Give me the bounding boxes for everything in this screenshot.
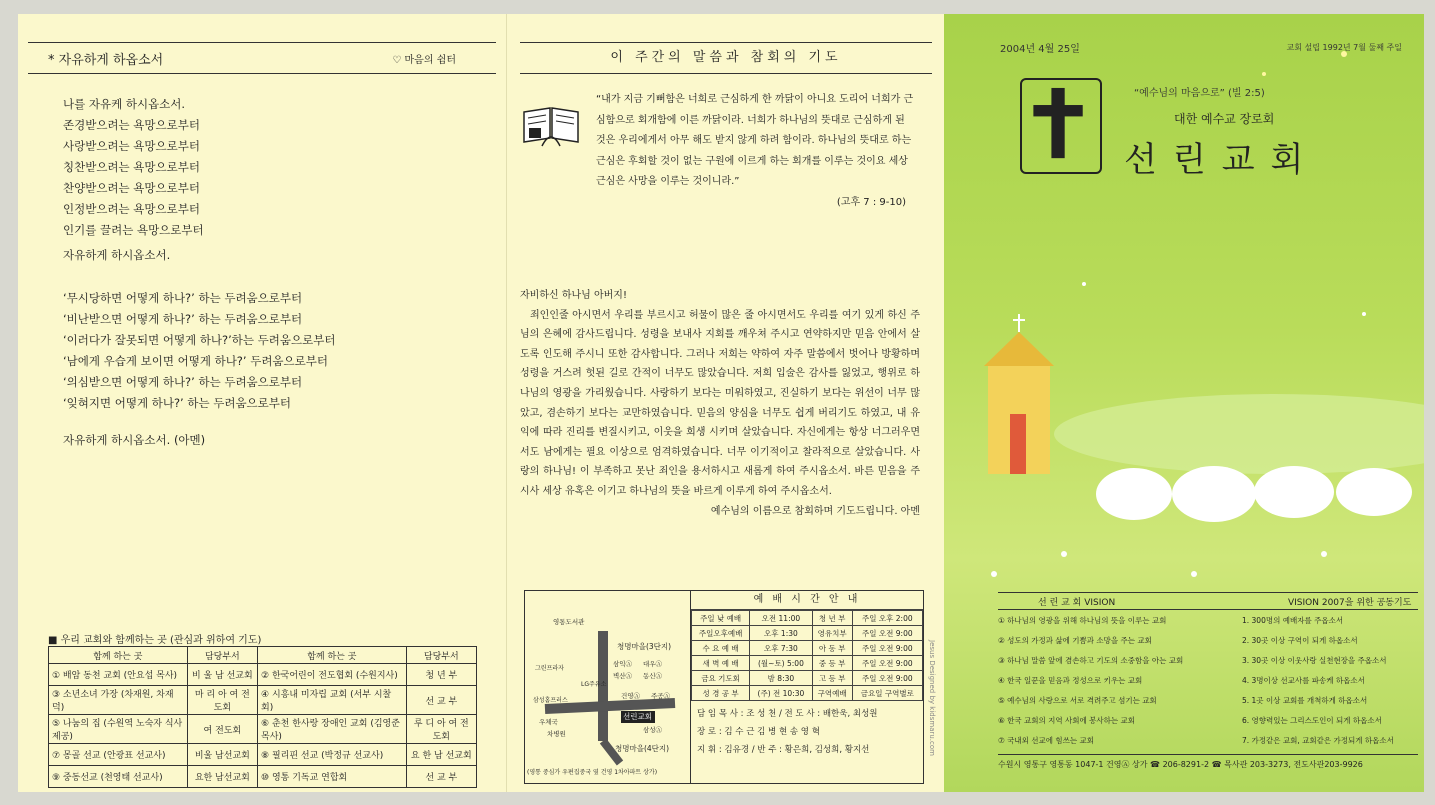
list-item <box>998 630 1418 650</box>
vision-box <box>998 592 1418 782</box>
table-cell: ④ 시흥내 미자립 교회 (서부 시찰회) <box>258 686 407 715</box>
prayer-text: 죄인인줄 아시면서 우리를 부르시고 허물이 많은 줄 아시면서도 우리를 여기 있게 하신 주님의 은혜에 감사드립니다. 성령을 보내사 지회를 깨우쳐 주시고 연약하지만 믿음 안에서 살도록 인도해 주시니 또한 감사합니다. 그러나 저희는 약하여 자주 말씀에서 벗어나 방황하며 성령을 거스려 헛된 길로 간적이 너무도 많았습니다. 저희 입술은 감사를 잃었고, 행위로 하나님의 영광을 가리웠습니다. 사랑하기 보다는 미워하였고, 진실하기 보다는 위선이 너무 많았고, 겸손하기 보다는 교만하였습니다. 믿음의 양심을 너무도 쉽게 버리기도 하였고, 내 유익에 따라 진리를 변질시키고, 이웃을 희생 시키며 살았습니다. 자신에게는 항상 너그러우면서도 남에게는 필요 이상으로 엄격하였습니다. 너무 이기적이고 찰라적으로 살았습니다. 사랑의 하나님! 이 부족하고 못난 죄인을 용서하시고 새롭게 하여 주시옵소서. 바른 믿음을 주시사 세상 유혹은 이기고 하나님의 뜻을 바르게 이루게 하여 주시옵소서. <box>520 309 920 497</box>
prayer-item: 1. 300명의 예배자를 주옵소서 <box>1242 615 1344 625</box>
table-cell: 주일 오전 9:00 <box>852 656 922 671</box>
vision-item: ⑤ 예수님의 사랑으로 서로 격려주고 섬기는 교회 <box>998 695 1157 705</box>
vision2007-title: VISION 2007을 위한 공동기도 <box>1288 597 1412 608</box>
worship-schedule <box>691 591 923 763</box>
map-label: 건영Ⓐ <box>621 692 641 700</box>
poem-line: 인정받으려는 욕망으로부터 <box>63 202 200 216</box>
staff-line: 장 로 : 김 수 근 김 병 현 송 영 혁 <box>697 727 820 737</box>
schedule-table <box>691 610 923 701</box>
design-credit: Jesus Designed by kidsmaru.com <box>928 640 936 756</box>
schedule-title: 예 배 시 간 안 내 <box>691 591 923 610</box>
left-header <box>28 42 496 74</box>
table-cell: 영유치부 <box>812 626 852 641</box>
middle-panel <box>506 14 944 792</box>
poem-line: 존경받으려는 욕망으로부터 <box>63 118 200 132</box>
cross-icon <box>1022 80 1096 168</box>
table-row <box>692 641 923 656</box>
table-cell: 성 경 공 부 <box>692 686 750 701</box>
table-cell: 요한 남선교회 <box>187 766 257 788</box>
table-cell: 청 년 부 <box>406 664 476 686</box>
table-cell: ⑨ 중동선교 (천영태 선교사) <box>49 766 188 788</box>
list-item <box>998 610 1418 630</box>
theme-verse: “예수님의 마음으로” (빌 2:5) <box>1134 88 1265 99</box>
table-cell: 오전 11:00 <box>750 611 812 626</box>
map-schedule-box <box>524 590 924 784</box>
table-cell: (월~토) 5:00 <box>750 656 812 671</box>
table-cell: 금요일 구역별로 <box>852 686 922 701</box>
table-cell: 고 등 부 <box>812 671 852 686</box>
staff-line: 담 임 목 사 : 조 성 천 / 전 도 사 : 배한욱, 최성원 <box>697 709 878 719</box>
table-cell: 중 등 부 <box>812 656 852 671</box>
poem-line: 찬양받으려는 욕망으로부터 <box>63 181 200 195</box>
staff-list <box>691 701 923 763</box>
vision-item: ④ 한국 일꾼을 믿음과 정성으로 키우는 교회 <box>998 675 1143 685</box>
church-name: 선린교회 <box>1124 140 1320 180</box>
list-item <box>998 670 1418 690</box>
table-cell: 요 한 남 선교회 <box>406 744 476 766</box>
ministry-table <box>48 646 477 788</box>
prayer-title: 자비하신 하나님 아버지! <box>520 290 627 301</box>
table-cell: ③ 소년소녀 가장 (차재원, 차재덕) <box>49 686 188 715</box>
table-header: 함께 하는 곳 <box>49 647 188 664</box>
scripture-text: “내가 지금 기뻐함은 너희로 근심하게 한 까닭이 아니요 도리어 너희가 근심함으로 회개함에 이른 까닭이라. 너희가 하나님의 뜻대로 근심하게 된 것은 우리에게서 아무 해도 받지 않게 하려 함이라. 하나님의 뜻대로 하는 근심은 후회할 것이 없는 구원에 이르게 하는 회개를 이루는 것이요 세상 근심은 사망을 이루는 것이니라.” <box>596 94 914 187</box>
table-cell: 밤 8:30 <box>750 671 812 686</box>
table-cell: 주일 오전 9:00 <box>852 641 922 656</box>
table-cell: ⑦ 몽골 선교 (안광표 선교사) <box>49 744 188 766</box>
vision-item: ③ 하나님 말씀 앞에 겸손하고 기도의 소중함을 아는 교회 <box>998 655 1184 665</box>
map-label: 삼성Ⓐ <box>643 726 663 734</box>
table-cell: 루 디 아 여 전도회 <box>406 715 476 744</box>
road-map-icon <box>525 591 690 783</box>
table-cell: ⑥ 춘천 한사랑 장애인 교회 (김영준 목사) <box>258 715 407 744</box>
map-label: 대우Ⓐ <box>643 660 663 668</box>
table-cell: ⑧ 필리핀 선교 (박정규 선교사) <box>258 744 407 766</box>
prayer-closing: 예수님의 이름으로 참회하며 기도드립니다. 아멘 <box>710 505 920 517</box>
poem-line: 칭찬받으려는 욕망으로부터 <box>63 160 200 174</box>
map-label: 주공Ⓐ <box>651 692 671 700</box>
table-cell: ① 배암 동천 교회 (안요섭 목사) <box>49 664 188 686</box>
vision-item: ⑥ 한국 교회의 지역 사회에 봉사하는 교회 <box>998 715 1135 725</box>
vision-title: 선 린 교 회 VISION <box>1038 597 1116 608</box>
table-cell: 새 벽 예 배 <box>692 656 750 671</box>
table-cell: ⑩ 영통 기독교 연합회 <box>258 766 407 788</box>
table-row <box>692 626 923 641</box>
poem-title: * 자유하게 하옵소서 <box>48 52 164 68</box>
prayer-item: 2. 30곳 이상 구역이 되게 하옵소서 <box>1242 635 1358 645</box>
vision-header <box>998 592 1418 610</box>
table-cell: 비울 남선교회 <box>187 744 257 766</box>
table-cell: 주일 오전 9:00 <box>852 671 922 686</box>
church-location-label: 선린교회 <box>623 712 652 721</box>
vision-item: ⑦ 국내외 선교에 힘쓰는 교회 <box>998 735 1094 745</box>
poem-line: 인기를 끌려는 욕망으로부터 <box>63 223 204 237</box>
bulletin-date: 2004년 4월 25일 <box>1000 44 1080 55</box>
map-caption: (영통 중심가 우편집중국 옆 건영 1차아파트 상가) <box>527 769 658 776</box>
table-cell: 주일 오후 2:00 <box>852 611 922 626</box>
table-header: 담당부서 <box>406 647 476 664</box>
table-cell: 수 요 예 배 <box>692 641 750 656</box>
map-label: 벽산Ⓐ <box>613 672 633 680</box>
table-row <box>692 686 923 701</box>
prayer-item: 6. 영향력있는 그리스도인이 되게 하옵소서 <box>1242 715 1382 725</box>
table-row <box>49 686 477 715</box>
table-cell: 선 교 부 <box>406 766 476 788</box>
table-cell: 청 년 부 <box>812 611 852 626</box>
poem-line: ‘이러다가 잘못되면 어떻게 하나?’하는 두려움으로부터 <box>63 333 336 347</box>
map-label: 차병원 <box>547 730 566 738</box>
map-label: 영통도서관 <box>553 618 585 626</box>
prayer-item: 7. 가정같은 교회, 교회같은 가정되게 하옵소서 <box>1242 735 1394 745</box>
map-label: 우체국 <box>539 718 558 726</box>
location-map <box>525 591 691 783</box>
prayer-item: 4. 3명이상 선교사를 파송케 하옵소서 <box>1242 675 1365 685</box>
table-cell: 여 전도회 <box>187 715 257 744</box>
list-item <box>998 690 1418 710</box>
poem-line: ‘비난받으면 어떻게 하나?’ 하는 두려움으로부터 <box>63 312 303 326</box>
map-label: 동신Ⓐ <box>643 672 663 680</box>
page-fold <box>506 14 507 792</box>
cover-panel <box>944 14 1424 792</box>
table-row <box>692 656 923 671</box>
church-address: 수원시 영통구 영통동 1047-1 건영Ⓐ 상가 ☎ 206-8291-2 ☎ 목사관 203-3273, 전도사관203-9926 <box>998 754 1418 770</box>
map-label: 청명마을(4단지) <box>615 744 670 753</box>
table-cell: 선 교 부 <box>406 686 476 715</box>
founding-date: 교회 설립 1992년 7월 둘째 주일 <box>1286 43 1402 52</box>
denomination: 대한 예수교 장로회 <box>1174 112 1275 126</box>
table-cell: 오후 7:30 <box>750 641 812 656</box>
table-header: 함께 하는 곳 <box>258 647 407 664</box>
map-label: 삼익Ⓐ <box>613 660 633 668</box>
list-item <box>998 650 1418 670</box>
prayer-item: 3. 30곳 이상 이웃사랑 실천현장을 주옵소서 <box>1242 655 1387 665</box>
table-cell: 아 동 부 <box>812 641 852 656</box>
poem-line: 나를 자유케 하시옵소서. <box>63 97 186 111</box>
table-cell: 주일 낮 예배 <box>692 611 750 626</box>
poem-line: 사랑받으려는 욕망으로부터 <box>63 139 200 153</box>
scripture-block <box>516 90 916 213</box>
list-item <box>998 730 1418 750</box>
table-cell: 마 리 아 여 전도회 <box>187 686 257 715</box>
prayer-item: 5. 1곳 이상 교회를 개척하게 하옵소서 <box>1242 695 1368 705</box>
table-cell: 오후 1:30 <box>750 626 812 641</box>
list-item <box>998 710 1418 730</box>
table-cell: 구역예배 <box>812 686 852 701</box>
table-cell: ⑤ 나눔의 집 (수원역 노숙자 식사제공) <box>49 715 188 744</box>
table-cell: 금요 기도회 <box>692 671 750 686</box>
table-cell: 주일 오전 9:00 <box>852 626 922 641</box>
table-row <box>49 744 477 766</box>
section-header: 이 주간의 말씀과 참회의 기도 <box>520 42 932 74</box>
staff-line: 지 휘 : 김유경 / 반 주 : 황은희, 김성희, 황지선 <box>697 745 870 755</box>
scripture-reference: (고후 7 : 9-10) <box>836 196 906 208</box>
map-label: LG주유소 <box>581 681 607 688</box>
map-label: 청명마을(3단지) <box>617 642 672 651</box>
cross-logo <box>1020 78 1102 174</box>
poem-line: ‘잊혀지면 어떻게 하나?’ 하는 두려움으로부터 <box>63 396 291 410</box>
vision-item: ① 하나님의 영광을 위해 하나님의 뜻을 이루는 교회 <box>998 615 1167 625</box>
table-row <box>692 611 923 626</box>
poem-line: ‘의심받으면 어떻게 하나?’ 하는 두려움으로부터 <box>63 375 303 389</box>
table-cell: 비 울 남 선교회 <box>187 664 257 686</box>
table-row <box>692 671 923 686</box>
table-row <box>49 664 477 686</box>
poem-line: ‘남에게 우습게 보이면 어떻게 하나?’ 두려움으로부터 <box>63 354 328 368</box>
table-cell: ② 한국어린이 전도협회 (수원지사) <box>258 664 407 686</box>
table-cell: (주) 전 10:30 <box>750 686 812 701</box>
left-panel <box>18 14 506 792</box>
ministry-title: ■ 우리 교회와 함께하는 곳 (관심과 위하여 기도) <box>48 635 262 646</box>
poem-line: 자유하게 하시옵소서. <box>63 248 171 262</box>
poem-line: ‘무시당하면 어떻게 하나?’ 하는 두려움으로부터 <box>63 291 303 305</box>
vision-item: ② 성도의 가정과 삶에 기쁨과 소망을 주는 교회 <box>998 635 1152 645</box>
map-label: 삼성홈프러스 <box>533 697 568 704</box>
table-row <box>49 715 477 744</box>
section-label: ♡ 마음의 쉼터 <box>392 54 456 66</box>
table-cell: 주일오후예배 <box>692 626 750 641</box>
map-label: 그린프라자 <box>535 665 564 672</box>
poem-line: 자유하게 하시옵소서. (아멘) <box>63 433 206 447</box>
prayer-block <box>520 286 920 521</box>
table-row <box>49 766 477 788</box>
table-header: 담당부서 <box>187 647 257 664</box>
